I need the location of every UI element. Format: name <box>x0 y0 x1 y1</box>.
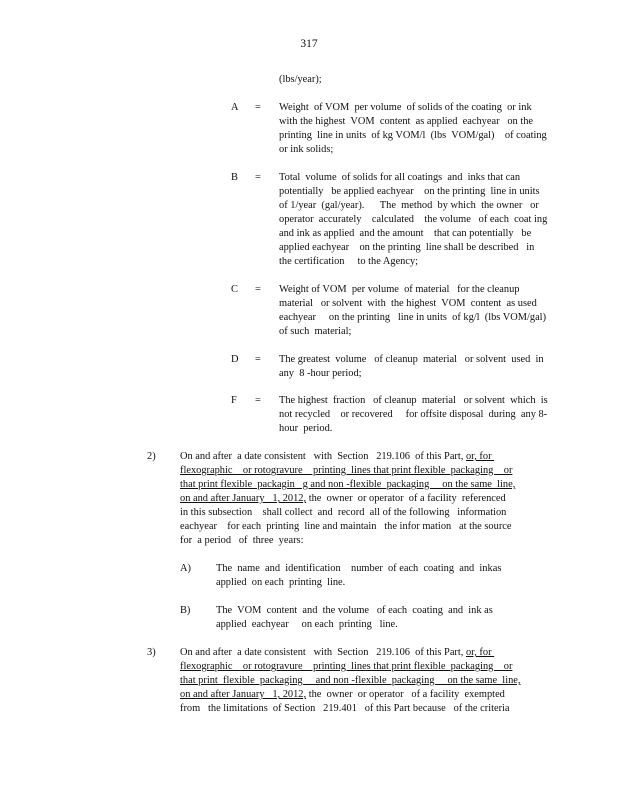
definition-c-line: Weight of VOM per volume of material for the cleanup <box>279 284 520 295</box>
definition-letter-c: C <box>231 284 238 295</box>
definition-b-line: and ink as applied and the amount that can potentially be <box>279 228 532 239</box>
item-2-line: that print flexible packagin g and non -flexible packaging on the same line, <box>180 479 516 490</box>
definition-a-line: or ink solids; <box>279 144 334 155</box>
definition-a-line: printing line in units of kg VOM/l (lbs VOM/gal) of coating <box>279 130 547 141</box>
amended-text: on and after January 1, 2012, <box>180 689 307 700</box>
definition-b-line: applied eachyear on the printing line shall be described in <box>279 242 535 253</box>
item-number-2: 2) <box>147 451 156 462</box>
definition-equals: = <box>255 102 261 113</box>
item-3-line: that print flexible packaging and non -flexible packaging on the same line, <box>180 675 521 686</box>
definition-f-line: hour period. <box>279 423 333 434</box>
item-2-line <box>180 450 494 463</box>
item-3-line: from the limitations of Section 219.401 of this Part because of the criteria <box>180 703 510 714</box>
item-2-line <box>180 492 506 505</box>
definition-a-line: Weight of VOM per volume of solids of the coating or ink <box>279 102 532 113</box>
item-3-line <box>180 646 494 659</box>
definition-letter-b: B <box>231 172 238 183</box>
subitem-a-line: applied on each printing line. <box>216 577 346 588</box>
subitem-letter-a: A) <box>180 563 191 574</box>
definition-b-line: potentially be applied eachyear on the printing line in units <box>279 186 540 197</box>
item-3-line: flexographic or rotogravure printing lines that print flexible packaging or <box>180 661 513 672</box>
page-number: 317 <box>300 38 318 50</box>
subitem-b-line: The VOM content and the volume of each coating and ink as <box>216 605 493 616</box>
definition-b-line: operator accurately calculated the volume of each coat ing <box>279 214 548 225</box>
definition-c-line: of such material; <box>279 326 352 337</box>
item-3-line-text: the owner or operator of a facility exempted <box>306 689 505 700</box>
item-2-line: for a period of three years: <box>180 535 304 546</box>
item-3-line-text: On and after a date consistent with Section 219.106 of this Part, <box>180 647 466 658</box>
subitem-b-line: applied eachyear on each printing line. <box>216 619 398 630</box>
definition-c-line: material or solvent with the highest VOM content as used <box>279 298 537 309</box>
subitem-letter-b: B) <box>180 605 191 616</box>
definition-letter-d: D <box>231 354 239 365</box>
item-2-line-text: the owner or operator of a facility referenced <box>306 493 506 504</box>
definition-a-line: with the highest VOM content as applied eachyear on the <box>279 116 534 127</box>
item-2-line: flexographic or rotogravure printing lines that print flexible packaging or <box>180 465 513 476</box>
subitem-a-line: The name and identification number of each coating and inkas <box>216 563 502 574</box>
definition-equals: = <box>255 395 261 406</box>
definition-equals: = <box>255 172 261 183</box>
amended-text: or, for <box>465 451 495 462</box>
definition-f-line: not recycled or recovered for offsite disposal during any 8- <box>279 409 548 420</box>
top-fragment: (lbs/year); <box>279 74 322 85</box>
item-3-line <box>180 688 505 701</box>
item-2-line: in this subsection shall collect and record all of the following information <box>180 507 507 518</box>
definition-letter-a: A <box>231 102 239 113</box>
definition-c-line: eachyear on the printing line in units of kg/l (lbs VOM/gal) <box>279 312 547 323</box>
definition-f-line: The highest fraction of cleanup material or solvent which is <box>279 395 548 406</box>
amended-text: on and after January 1, 2012, <box>180 493 307 504</box>
item-number-3: 3) <box>147 647 156 658</box>
definition-equals: = <box>255 354 261 365</box>
item-2-line: eachyear for each printing line and maintain the infor mation at the source <box>180 521 512 532</box>
definition-d-line: any 8 -hour period; <box>279 368 362 379</box>
item-2-line-text: On and after a date consistent with Section 219.106 of this Part, <box>180 451 466 462</box>
amended-text: or, for <box>465 647 495 658</box>
definition-letter-f: F <box>231 395 237 406</box>
definition-b-line: the certification to the Agency; <box>279 256 419 267</box>
definition-d-line: The greatest volume of cleanup material or solvent used in <box>279 354 544 365</box>
definition-equals: = <box>255 284 261 295</box>
definition-b-line: of 1/year (gal/year). The method by which the owner or <box>279 200 539 211</box>
definition-b-line: Total volume of solids for all coatings and inks that can <box>279 172 521 183</box>
